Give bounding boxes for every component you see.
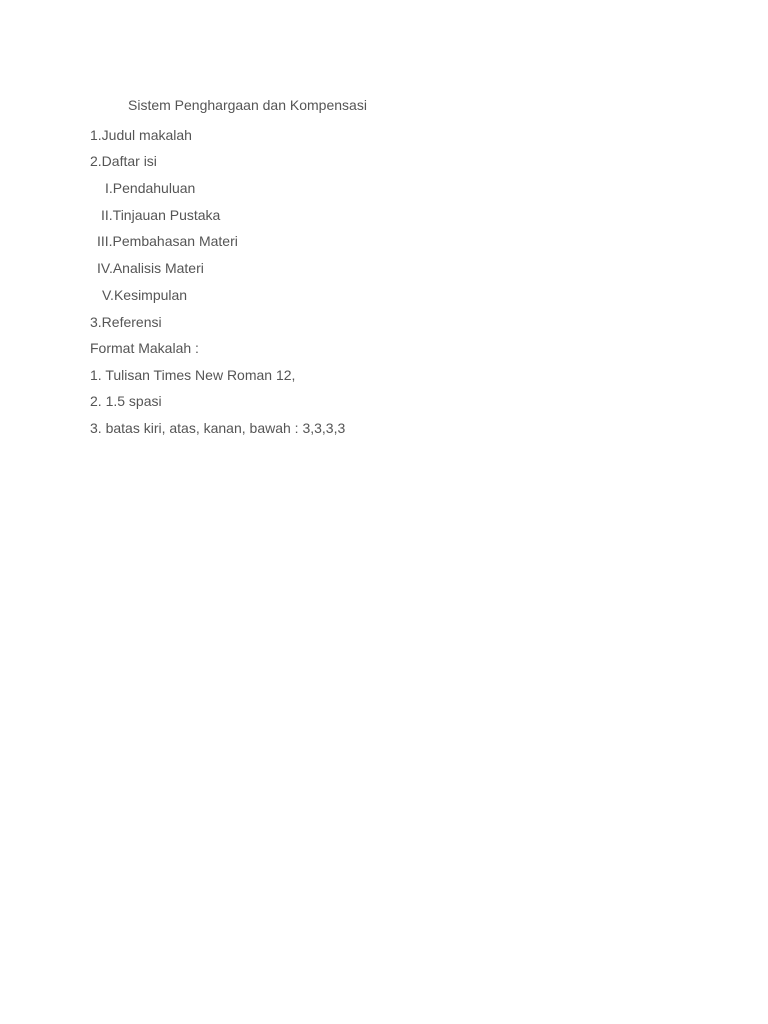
document-title: Sistem Penghargaan dan Kompensasi [128, 97, 367, 113]
outline-subitem-pendahuluan: I.Pendahuluan [105, 180, 196, 196]
outline-item-daftar-isi: 2.Daftar isi [90, 153, 157, 169]
format-item-font: 1. Tulisan Times New Roman 12, [90, 367, 296, 383]
outline-subitem-pembahasan: III.Pembahasan Materi [97, 233, 238, 249]
outline-subitem-tinjauan: II.Tinjauan Pustaka [101, 207, 221, 223]
outline-subitem-kesimpulan: V.Kesimpulan [102, 287, 188, 303]
outline-item-referensi: 3.Referensi [90, 314, 162, 330]
outline-subitem-analisis: IV.Analisis Materi [97, 260, 204, 276]
format-heading: Format Makalah : [90, 340, 199, 356]
format-item-spacing: 2. 1.5 spasi [90, 393, 162, 409]
format-item-margins: 3. batas kiri, atas, kanan, bawah : 3,3,3,3 [90, 420, 346, 436]
outline-item-judul: 1.Judul makalah [90, 127, 192, 143]
